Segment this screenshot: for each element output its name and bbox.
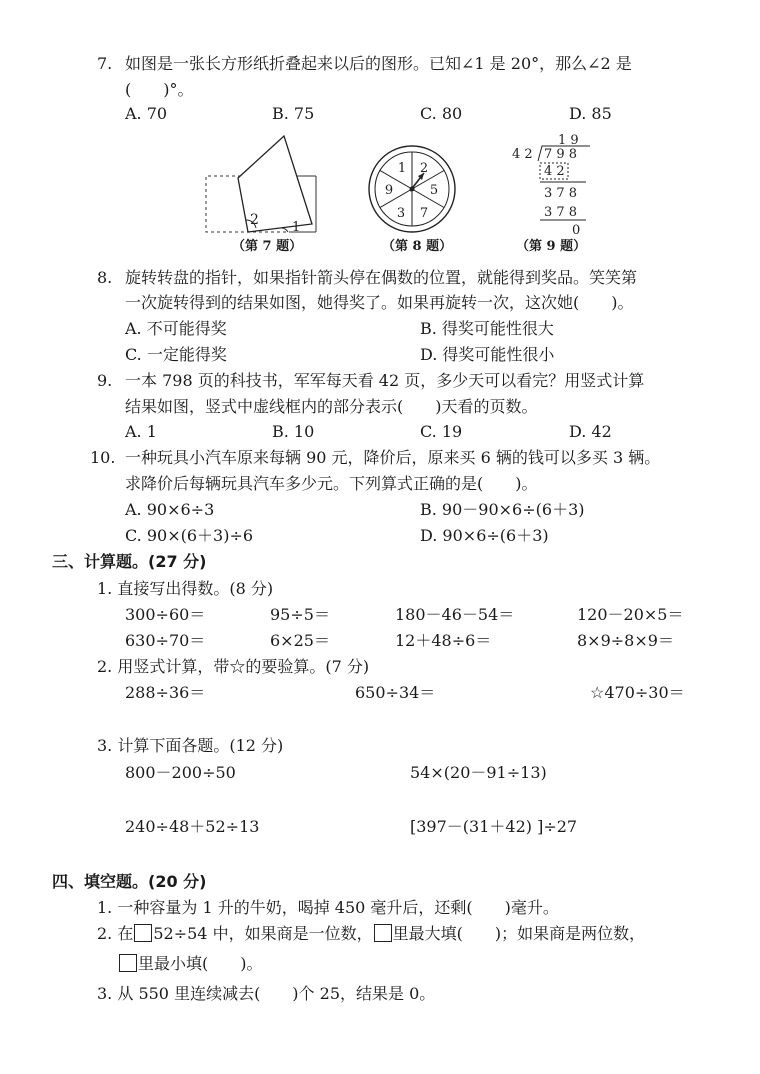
q7-option-d[interactable]: D. 85 — [569, 104, 612, 123]
calc-item: 95÷5＝ — [270, 605, 330, 624]
section-3-title: 三、计算题。(27 分) — [52, 552, 207, 571]
wheel-number-9: 9 — [384, 183, 394, 198]
q10-option-b[interactable]: B. 90－90×6÷(6＋3) — [420, 500, 585, 519]
fill-q2-part-a: 2. 在 — [97, 924, 134, 943]
division-step3: 3 7 8 — [544, 205, 578, 220]
q8-option-b[interactable]: B. 得奖可能性很大 — [420, 319, 554, 338]
q10-option-c[interactable]: C. 90×(6＋3)÷6 — [125, 526, 254, 545]
q8-option-c[interactable]: C. 一定能得奖 — [125, 345, 227, 364]
q10-option-a[interactable]: A. 90×6÷3 — [125, 500, 215, 519]
division-dividend: 7 9 8 — [544, 147, 578, 162]
q9-option-a[interactable]: A. 1 — [125, 422, 157, 441]
blank-box[interactable] — [119, 954, 137, 972]
division-step1: 4 2 — [544, 164, 565, 179]
long-division-figure — [508, 128, 598, 238]
blank-box[interactable] — [134, 924, 152, 942]
q9-text-line1: 一本 798 页的科技书，军军每天看 42 页，多少天可以看完？用竖式计算 — [125, 371, 645, 390]
wheel-number-3: 3 — [396, 206, 406, 221]
calc-item: 120－20×5＝ — [577, 605, 684, 624]
q9-number: 9. — [97, 371, 113, 390]
blank-box[interactable] — [374, 924, 392, 942]
calc-item: 630÷70＝ — [125, 631, 206, 650]
section-4-title: 四、填空题。(20 分) — [52, 872, 207, 891]
q8-number: 8. — [97, 268, 113, 287]
calc-item: 6×25＝ — [270, 631, 330, 650]
wheel-number-2: 2 — [419, 161, 429, 176]
q10-option-d[interactable]: D. 90×6÷(6＋3) — [420, 526, 549, 545]
wheel-number-7: 7 — [419, 206, 429, 221]
fill-question-3: 3. 从 550 里连续减去( )个 25，结果是 0。 — [97, 984, 436, 1003]
compute-item: 800－200÷50 — [125, 763, 236, 782]
q7-text-line1: 如图是一张长方形纸折叠起来以后的图形。已知∠1 是 20°，那么∠2 是 — [125, 54, 632, 73]
q7-number: 7. — [97, 54, 113, 73]
vertical-calc-item-starred: ☆470÷30＝ — [590, 683, 685, 702]
q8-text-line1: 旋转转盘的指针，如果指针箭头停在偶数的位置，就能得到奖品。笑笑第 — [125, 268, 638, 287]
sec3-part2-title: 2. 用竖式计算，带☆的要验算。(7 分) — [97, 657, 370, 676]
division-remainder: 0 — [572, 223, 581, 238]
division-step2: 3 7 8 — [544, 186, 578, 201]
fill-q2-part-d: 里最小填( )。 — [138, 954, 263, 973]
compute-item: 240÷48＋52÷13 — [125, 817, 260, 836]
fig7-caption: （第 7 题） — [232, 239, 303, 254]
q8-option-a[interactable]: A. 不可能得奖 — [125, 319, 227, 338]
wheel-number-1: 1 — [397, 161, 407, 176]
q7-text-line2: ( )°。 — [125, 80, 194, 99]
q10-text-line2: 求降价后每辆玩具汽车多少元。下列算式正确的是( )。 — [125, 474, 538, 493]
q9-option-b[interactable]: B. 10 — [272, 422, 315, 441]
q10-text-line1: 一种玩具小汽车原来每辆 90 元，降价后，原来买 6 辆的钱可以多买 3 辆。 — [125, 448, 661, 467]
q7-option-b[interactable]: B. 75 — [272, 104, 315, 123]
sec3-part3-title: 3. 计算下面各题。(12 分) — [97, 736, 284, 755]
q9-option-d[interactable]: D. 42 — [569, 422, 612, 441]
fill-question-2-line1 — [97, 923, 645, 945]
spinner-wheel-figure — [366, 143, 458, 235]
fill-question-2-line2 — [118, 953, 263, 975]
q7-option-c[interactable]: C. 80 — [420, 104, 463, 123]
q8-option-d[interactable]: D. 得奖可能性很小 — [420, 345, 555, 364]
q8-text-line2: 一次旋转得到的结果如图，她得奖了。如果再旋转一次，这次她( )。 — [125, 293, 634, 312]
vertical-calc-item: 650÷34＝ — [355, 683, 436, 702]
division-quotient: 1 9 — [558, 133, 579, 148]
q9-text-line2: 结果如图，竖式中虚线框内的部分表示( )天看的页数。 — [125, 397, 538, 416]
fill-q2-part-b: 52÷54 中，如果商是一位数， — [153, 924, 373, 943]
calc-item: 300÷60＝ — [125, 605, 206, 624]
q7-option-a[interactable]: A. 70 — [125, 104, 168, 123]
calc-item: 8×9÷8×9＝ — [577, 631, 674, 650]
q9-option-c[interactable]: C. 19 — [420, 422, 463, 441]
vertical-calc-item: 288÷36＝ — [125, 683, 206, 702]
compute-item: [397－(31＋42) ]÷27 — [410, 817, 578, 836]
calc-item: 180－46－54＝ — [395, 605, 515, 624]
angle-2-label: 2 — [250, 212, 259, 228]
fill-q2-part-c: 里最大填( )；如果商是两位数， — [392, 924, 646, 943]
calc-item: 12＋48÷6＝ — [395, 631, 492, 650]
folded-paper-figure — [198, 128, 322, 238]
division-divisor: 4 2 — [512, 147, 533, 162]
q10-number: 10. — [90, 448, 116, 467]
angle-1-label: 1 — [292, 220, 301, 235]
fill-question-1: 1. 一种容量为 1 升的牛奶，喝掉 450 毫升后，还剩( )毫升。 — [97, 898, 559, 917]
fig8-caption: （第 8 题） — [382, 239, 453, 254]
compute-item: 54×(20－91÷13) — [410, 763, 547, 782]
fig9-caption: （第 9 题） — [516, 239, 587, 254]
wheel-number-5: 5 — [429, 183, 439, 198]
sec3-part1-title: 1. 直接写出得数。(8 分) — [97, 579, 274, 598]
